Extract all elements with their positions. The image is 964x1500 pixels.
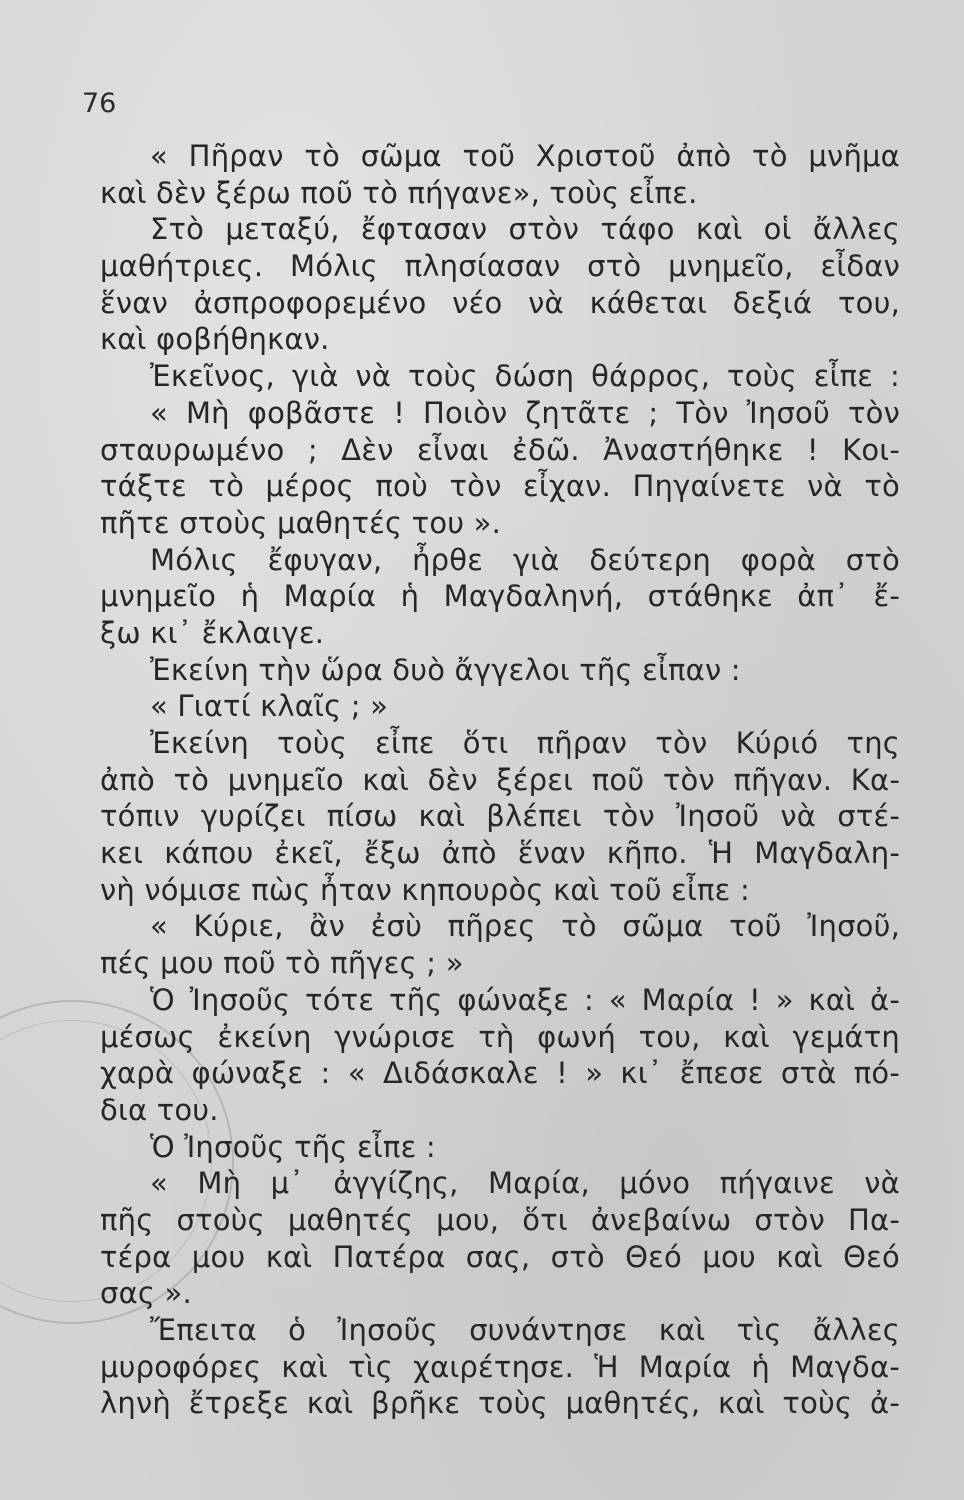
text-line: πῆς στοὺς μαθητές μου, ὅτι ἀνεβαίνω στὸν Πα- — [100, 1202, 900, 1237]
text-line: ἀπὸ τὸ μνημεῖο καὶ δὲν ξέρει ποῦ τὸν πῆγαν. Κα- — [100, 762, 900, 797]
text-line: τάξτε τὸ μέρος ποὺ τὸν εἶχαν. Πηγαίνετε νὰ τὸ — [100, 469, 900, 504]
text-line: « Μὴ μ᾿ ἀγγίζης, Μαρία, μόνο πήγαινε νὰ — [150, 1166, 900, 1201]
text-line: πῆτε στοὺς μαθητές του ». — [100, 505, 502, 540]
text-line: Ἔπειτα ὁ Ἰησοῦς συνάντησε καὶ τὶς ἄλλες — [150, 1313, 900, 1347]
text-line: Ὁ Ἰησοῦς τότε τῆς φώναξε : « Μαρία ! » καὶ ἀ- — [150, 982, 900, 1017]
text-line: Ἐκείνη τὴν ὥρα δυὸ ἄγγελοι τῆς εἶπαν : — [150, 652, 741, 687]
page-number: 76 — [82, 88, 117, 119]
text-line: Μόλις ἔφυγαν, ἦρθε γιὰ δεύτερη φορὰ στὸ — [150, 542, 900, 577]
text-line: ἕναν ἀσπροφορεμένο νέο νὰ κάθεται δεξιά του, — [100, 285, 900, 320]
text-line: ληνὴ ἔτρεξε καὶ βρῆκε τοὺς μαθητές, καὶ τοὺς ἀ- — [100, 1386, 900, 1421]
text-line: πές μου ποῦ τὸ πῆγες ; » — [100, 946, 464, 981]
text-line: « Πῆραν τὸ σῶμα τοῦ Χριστοῦ ἀπὸ τὸ μνῆμα — [150, 139, 900, 173]
text-line: σας ». — [100, 1276, 192, 1311]
text-line: νὴ νόμισε πὼς ἦταν κηπουρὸς καὶ τοῦ εἶπε : — [100, 872, 750, 907]
text-line: σταυρωμένο ; Δὲν εἶναι ἐδῶ. Ἀναστήθηκε ! Κοι- — [100, 432, 900, 467]
text-line: Ἐκείνη τοὺς εἶπε ὅτι πῆραν τὸν Κύριό της — [150, 726, 900, 760]
text-line: Ἐκεῖνος, γιὰ νὰ τοὺς δώση θάρρος, τοὺς εἶπε : — [150, 359, 900, 394]
text-line: μαθήτριες. Μόλις πλησίασαν στὸ μνημεῖο, εἶδαν — [100, 249, 900, 284]
text-line: τέρα μου καὶ Πατέρα σας, στὸ Θεό μου καὶ Θεό — [100, 1239, 900, 1274]
body-text — [100, 138, 900, 1422]
text-line: χαρὰ φώναξε : « Διδάσκαλε ! » κι᾿ ἔπεσε στὰ πό- — [100, 1056, 900, 1091]
text-line: μυροφόρες καὶ τὶς χαιρέτησε. Ἡ Μαρία ἡ Μαγδα- — [100, 1349, 900, 1384]
text-line: καὶ δὲν ξέρω ποῦ τὸ πήγανε», τοὺς εἶπε. — [100, 175, 698, 210]
text-line: δια του. — [100, 1092, 219, 1127]
text-line: τόπιν γυρίζει πίσω καὶ βλέπει τὸν Ἰησοῦ νὰ στέ- — [100, 799, 900, 834]
text-line: Στὸ μεταξύ, ἔφτασαν στὸν τάφο καὶ οἱ ἄλλες — [150, 212, 900, 247]
text-line: « Κύριε, ἂν ἐσὺ πῆρες τὸ σῶμα τοῦ Ἰησοῦ, — [150, 909, 900, 944]
text-line: καὶ φοβήθηκαν. — [100, 322, 330, 357]
text-line: μνημεῖο ἡ Μαρία ἡ Μαγδαληνή, στάθηκε ἀπ᾿ ἔ- — [100, 579, 900, 614]
text-line: κει κάπου ἐκεῖ, ἔξω ἀπὸ ἕναν κῆπο. Ἡ Μαγδαλη- — [100, 836, 900, 871]
text-line: « Μὴ φοβᾶστε ! Ποιὸν ζητᾶτε ; Τὸν Ἰησοῦ τὸν — [150, 395, 900, 430]
text-line: μέσως ἐκείνη γνώρισε τὴ φωνή του, καὶ γεμάτη — [100, 1019, 900, 1054]
text-line: ξω κι᾿ ἔκλαιγε. — [100, 615, 325, 650]
text-line: « Γιατί κλαῖς ; » — [150, 689, 389, 724]
text-line: Ὁ Ἰησοῦς τῆς εἶπε : — [150, 1129, 436, 1164]
